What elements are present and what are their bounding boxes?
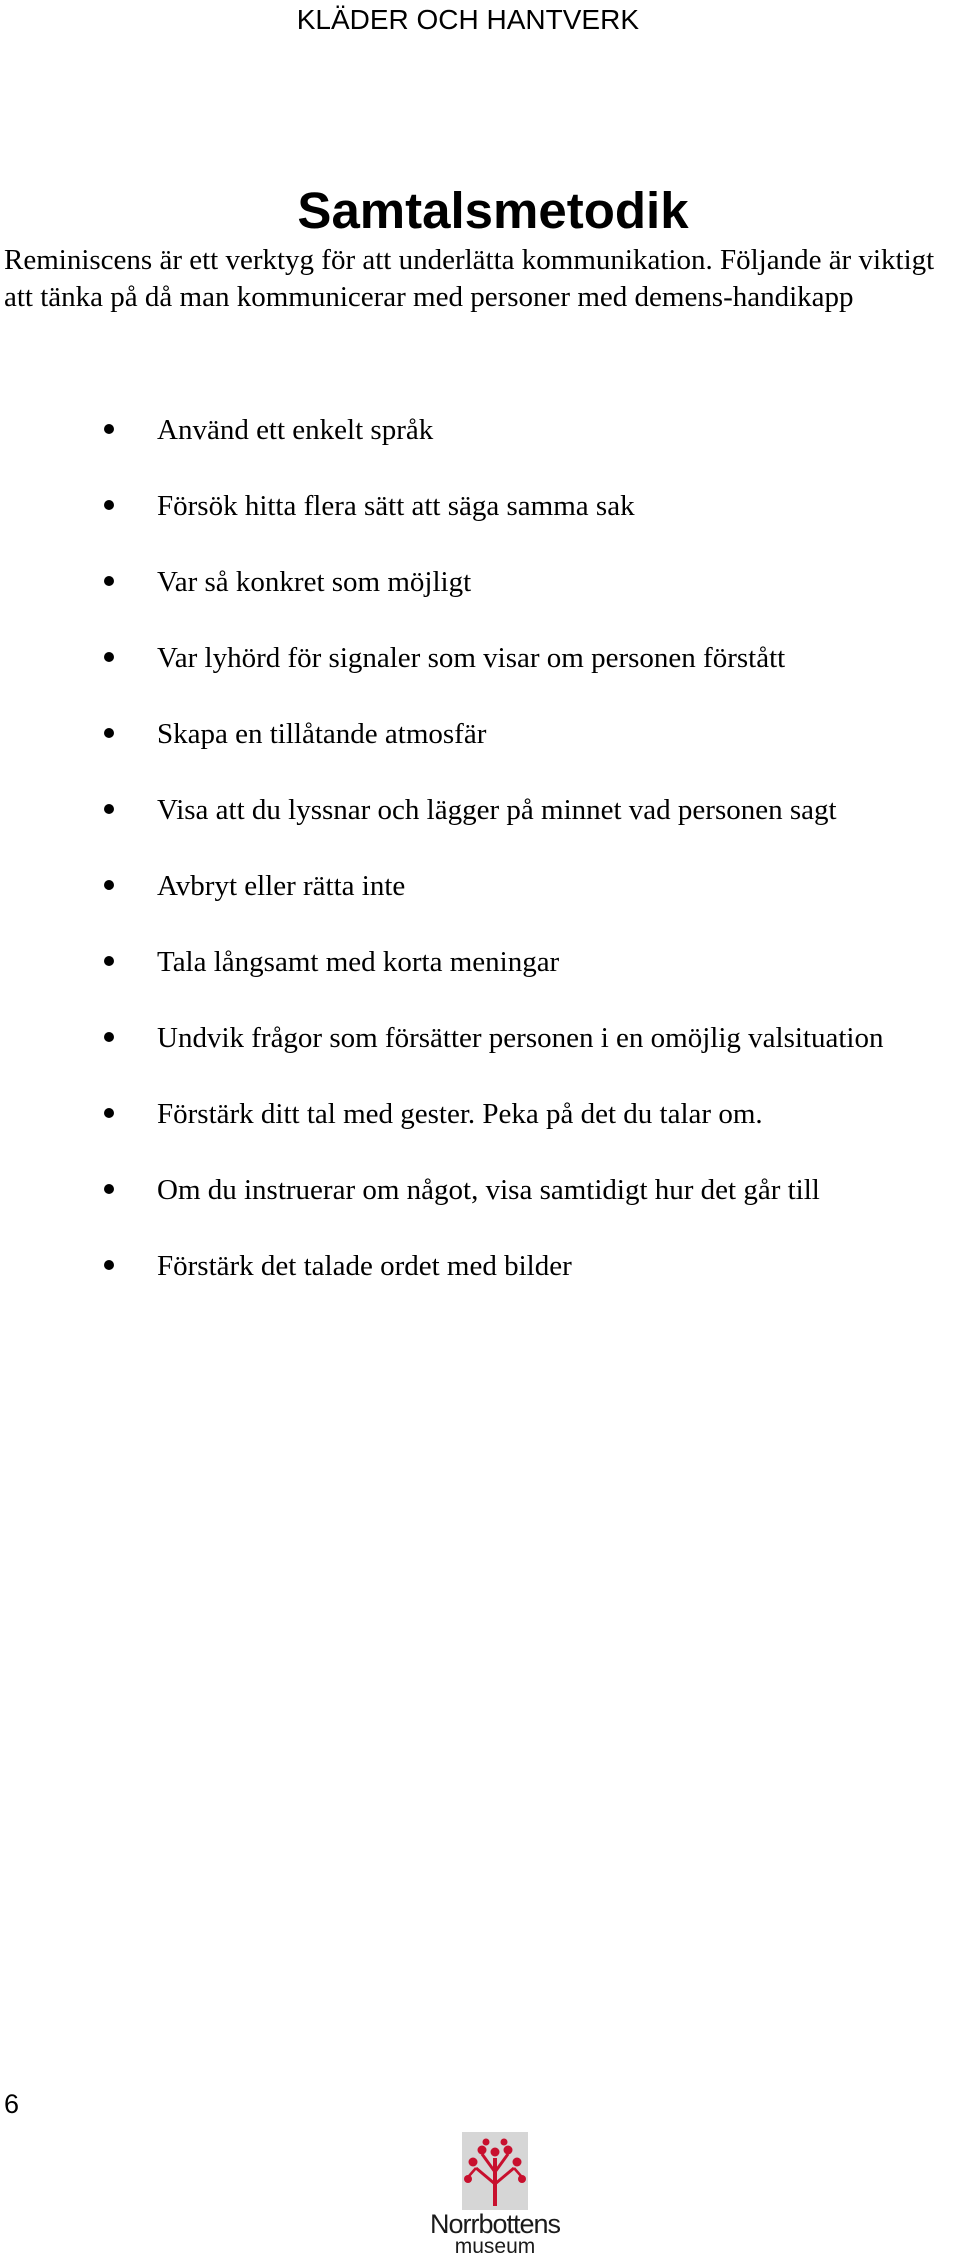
bullet-icon — [104, 804, 114, 814]
list-item-text: Förstärk ditt tal med gester. Peka på det du talar om. — [157, 1098, 763, 1130]
list-item — [0, 620, 960, 696]
bullet-icon — [104, 1032, 114, 1042]
list-item-text: Förstärk det talade ordet med bilder — [157, 1250, 572, 1282]
list-item — [0, 544, 960, 620]
bullet-icon — [104, 1260, 114, 1270]
bullet-icon — [104, 1184, 114, 1194]
page-title: Samtalsmetodik — [297, 182, 689, 239]
list-item — [0, 1152, 960, 1228]
list-item — [0, 1228, 960, 1304]
bullet-icon — [104, 880, 114, 890]
list-item-text: Om du instruerar om något, visa samtidigt hur det går till — [157, 1174, 820, 1206]
intro-paragraph: Reminiscens är ett verktyg för att underlätta kommunikation. Följande är viktigt att tänka på då man kommunicerar med personer med demens-handikapp — [4, 244, 935, 313]
list-item — [0, 696, 960, 772]
page-number: 6 — [4, 2089, 20, 2119]
list-item — [0, 848, 960, 924]
logo-text-norrbottens: Norrbottens — [429, 2209, 561, 2239]
list-item — [0, 392, 960, 468]
bullet-icon — [104, 1108, 114, 1118]
bullet-icon — [104, 424, 114, 434]
list-item-text: Var lyhörd för signaler som visar om personen förstått — [157, 642, 786, 674]
list-item — [0, 1000, 960, 1076]
logo-text-museum: museum — [454, 2235, 536, 2258]
list-item-text: Undvik frågor som försätter personen i en omöjlig valsituation — [157, 1022, 884, 1054]
museum-logo — [428, 2132, 562, 2258]
list-item — [0, 924, 960, 1000]
tips-list — [0, 392, 960, 1304]
list-item-text: Tala långsamt med korta meningar — [157, 946, 560, 978]
list-item-text: Var så konkret som möjligt — [157, 566, 472, 598]
tree-emblem-icon — [462, 2132, 528, 2210]
bullet-icon — [104, 652, 114, 662]
bullet-icon — [104, 576, 114, 586]
list-item-text: Försök hitta flera sätt att säga samma sak — [157, 490, 635, 522]
bullet-icon — [104, 956, 114, 966]
list-item — [0, 468, 960, 544]
list-item-text: Visa att du lyssnar och lägger på minnet vad personen sagt — [157, 794, 837, 826]
running-header: KLÄDER OCH HANTVERK — [296, 4, 639, 35]
list-item — [0, 772, 960, 848]
bullet-icon — [104, 500, 114, 510]
list-item-text: Skapa en tillåtande atmosfär — [157, 718, 487, 750]
list-item — [0, 1076, 960, 1152]
bullet-icon — [104, 728, 114, 738]
list-item-text: Använd ett enkelt språk — [157, 414, 434, 446]
list-item-text: Avbryt eller rätta inte — [157, 870, 406, 902]
